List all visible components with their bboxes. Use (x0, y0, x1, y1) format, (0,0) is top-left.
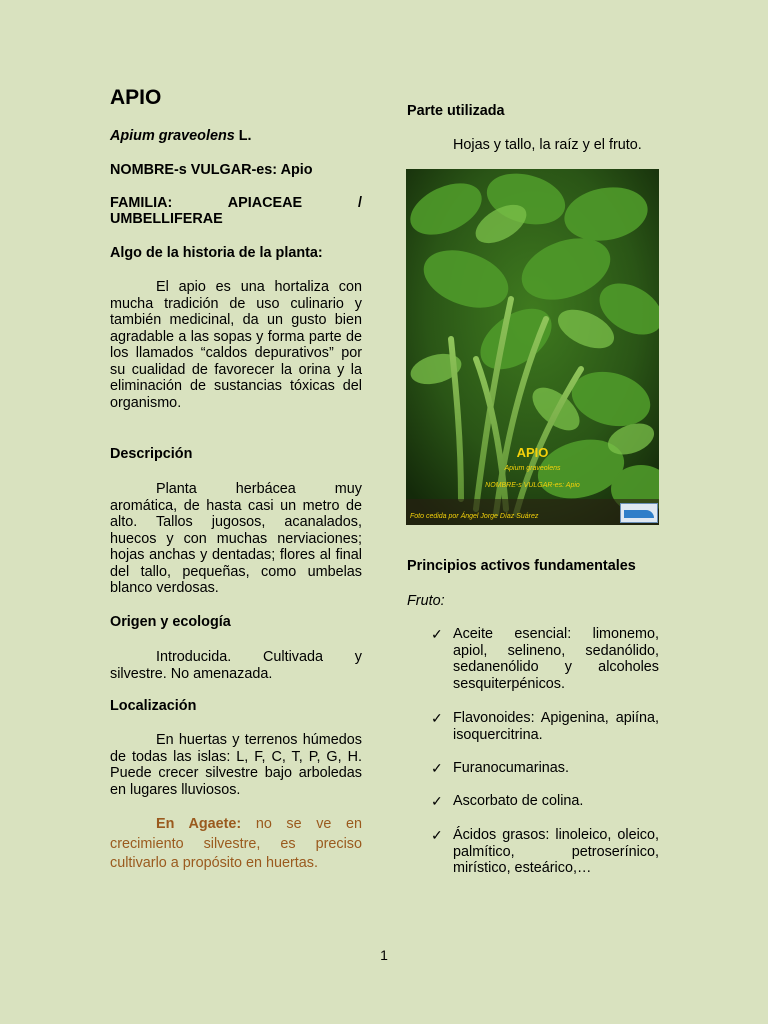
agaete-label: En Agaete: (156, 816, 242, 832)
location-text: En huertas y terrenos húmedos de todas las islas: L, F, C, T, P, G, H. Puede crecer silvestre bajo arboledas en lugares lluviosos. (110, 732, 362, 798)
list-item (431, 760, 659, 777)
list-item (431, 626, 659, 692)
author-abbrev: L. (234, 128, 252, 144)
agaete-text: no se ve en crecimiento silvestre, es preciso cultivarlo a propósito en huertas. (110, 816, 363, 871)
page-number: 1 (380, 947, 388, 963)
fruit-label: Fruto: (407, 593, 445, 609)
list-item-text: Flavonoides: Apigenina, apiína, isoquercitrina. (453, 710, 659, 743)
family-line-1: FAMILIA: APIACEAE / (110, 195, 362, 211)
history-text: El apio es una hortaliza con mucha tradición de uso culinario y también medicinal, da un gusto bien agradable a las sopas y forma parte de los llamados “caldos depurativos” por su cualidad de favorecer la orina y la eliminación de sustancias tóxicas del organismo. (110, 279, 362, 411)
list-item-text: Ascorbato de colina. (453, 793, 584, 809)
photo-subtitle: Apium graveolens (504, 465, 561, 472)
principles-heading: Principios activos fundamentales (407, 558, 636, 574)
agaete-note (110, 815, 362, 874)
scientific-name: Apium graveolens (110, 128, 235, 144)
list-item (431, 827, 659, 877)
common-name: NOMBRE-s VULGAR-es: Apio (110, 162, 313, 178)
location-heading: Localización (110, 698, 197, 714)
list-item (431, 793, 659, 810)
history-heading: Algo de la historia de la planta: (110, 245, 323, 261)
list-item (431, 710, 659, 743)
description-heading: Descripción (110, 446, 193, 462)
page-title: APIO (110, 86, 162, 109)
part-heading: Parte utilizada (407, 103, 505, 119)
scientific-name-line (110, 128, 362, 145)
checkmark-icon: ✓ (431, 710, 443, 726)
list-item-text: Ácidos grasos: linoleico, oleico, palmítico, petroserínico, mirístico, esteárico,… (453, 827, 659, 876)
logo-wave-icon (624, 510, 654, 518)
origin-text: Introducida. Cultivada y silvestre. No amenazada. (110, 649, 362, 682)
list-item-text: Furanocumarinas. (453, 760, 569, 776)
origin-heading: Origen y ecología (110, 614, 231, 630)
part-text: Hojas y tallo, la raíz y el fruto. (453, 137, 642, 153)
checkmark-icon: ✓ (431, 626, 443, 642)
checkmark-icon: ✓ (431, 793, 443, 809)
celery-photo (406, 169, 659, 525)
photo-credit: Foto cedida por Ángel Jorge Díaz Suárez (410, 513, 539, 520)
list-item-text: Aceite esencial: limonemo, apiol, selineno, sedanólido, sedanenólido y alcoholes sesquiterpénicos. (453, 626, 659, 692)
family-line-2: UMBELLIFERAE (110, 211, 223, 227)
description-text: Planta herbácea muy aromática, de hasta casi un metro de alto. Tallos jugosos, acanalados, huecos y con muchas nerviaciones; hojas anchas y dentadas; flores al final del tallo, pequeñas, como umbelas blanco verdosas. (110, 481, 362, 596)
checkmark-icon: ✓ (431, 827, 443, 843)
photo-title: APIO (516, 445, 549, 460)
checkmark-icon: ✓ (431, 760, 443, 776)
photo-vulgar: NOMBRE-s VULGAR-es: Apio (485, 482, 580, 489)
photo-logo (620, 503, 658, 523)
